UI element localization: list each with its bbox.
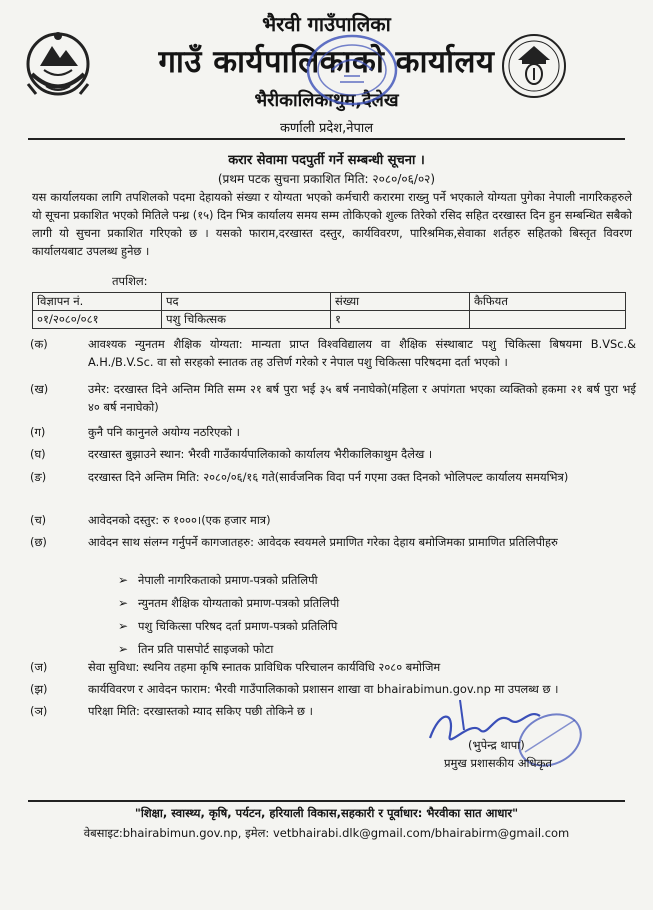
office-name: गाउँ कार्यपालिकाको कार्यालय — [158, 44, 495, 80]
header-cell: कैफियत — [470, 293, 626, 311]
footer-motto: "शिक्षा, स्वास्थ्य, कृषि, पर्यटन, हरियाली विकास,सहकारी र पूर्वाधार: भैरवीका सात आधार" — [134, 806, 519, 820]
item-marker: (छ) — [30, 535, 47, 549]
item-text: कुनै पनि कानुनले अयोग्य नठरिएको । — [88, 425, 240, 439]
footer-divider — [28, 800, 625, 802]
item-marker: (ख) — [30, 382, 49, 396]
document-item — [118, 596, 339, 611]
table-row — [33, 311, 626, 329]
item-text: परिक्षा मिति: दरखास्तको म्याद सकिए पछी तोकिने छ । — [88, 704, 313, 718]
document-item — [118, 642, 273, 657]
header-divider — [28, 138, 625, 140]
item-text: दरखास्त दिने अन्तिम मिति: २०८०/०६/१६ गते(सार्वजनिक विदा पर्न गएमा उक्त दिनको भोलिपल्ट कार्यालय समयभित्र) — [88, 470, 569, 484]
item-text: आवेदनको दस्तुर: रु १०००।(एक हजार मात्र) — [88, 513, 271, 527]
item-text: आवश्यक न्युनतम शैक्षिक योग्यता: मान्यता प्राप्त विश्वविद्यालय वा शैक्षिक संस्थाबाट पशु चिकित्सा बिषयमा B.VSc.& A.H./B.V.Sc. वा सो सरहको स्नातक तह उत्तिर्ण गरेको र नेपाल पशु चिकित्सा परिषदमा दर्ता भएको । — [88, 337, 636, 369]
header-cell: पद — [162, 293, 331, 311]
item-marker: (च) — [30, 513, 47, 527]
notice-intro — [32, 188, 632, 260]
province-name: कर्णाली प्रदेश,नेपाल — [279, 121, 374, 136]
document-label: पशु चिकित्सा परिषद दर्ता प्रमाण-पत्रको प्रतिलिपि — [138, 619, 338, 633]
arrow-bullet-icon: ➢ — [118, 642, 129, 656]
cell-ad-no: ०१/२०८०/०८१ — [33, 311, 162, 329]
arrow-bullet-icon: ➢ — [118, 573, 129, 587]
item-marker: (ज) — [30, 660, 48, 674]
notice-subtitle: (प्रथम पटक सुचना प्रकाशित मिति: २०८०/०६/०२) — [217, 172, 436, 186]
notice-title: करार सेवामा पदपुर्ती गर्ने सम्बन्धी सूचना । — [228, 153, 425, 168]
item-text: कार्यविवरण र आवेदन फाराम: भैरवी गाउँपालिकाको प्रशासन शाखा वा bhairabimun.gov.np मा उपलब्ध छ । — [88, 682, 559, 696]
item-text: उमेर: दरखास्त दिने अन्तिम मिति सम्म २१ बर्ष पुरा भई ३५ बर्ष ननाघेको(महिला र अपांगता भएका व्यक्तिको हकमा २१ बर्ष पुरा भई ४० बर्ष ननाघेको) — [88, 382, 636, 414]
document-label: नेपाली नागरिकताको प्रमाण-पत्रको प्रतिलिपी — [138, 573, 318, 587]
item-text: दरखास्त बुझाउने स्थान: भैरवी गाउँकार्यपालिकाको कार्यालय भैरीकालिकाथुम दैलेख । — [88, 447, 433, 461]
office-address: भैरीकालिकाथुम,दैलेख — [254, 90, 399, 111]
arrow-bullet-icon: ➢ — [118, 596, 129, 610]
item-marker: (ञ) — [30, 704, 48, 718]
item-marker: (झ) — [30, 682, 48, 696]
municipality-name: भैरवी गाउँपालिका — [262, 12, 391, 36]
office-stamp-icon — [302, 30, 402, 110]
item-marker: (ङ) — [30, 470, 47, 484]
item-marker: (ग) — [30, 425, 46, 439]
header-cell: विज्ञापन नं. — [33, 293, 162, 311]
header-cell: संख्या — [331, 293, 470, 311]
table-header-row — [33, 293, 626, 311]
item-text: सेवा सुविधा: स्थनिय तहमा कृषि स्नातक प्राविधिक परिचालन कार्यविधि २०८० बमोजिम — [88, 660, 441, 674]
item-marker: (घ) — [30, 447, 46, 461]
document-label: न्युनतम शैक्षिक योग्यताको प्रमाण-पत्रको प्रतिलिपी — [138, 596, 340, 610]
cell-count: १ — [331, 311, 470, 329]
document-item — [118, 573, 318, 588]
footer-contact: वेबसाइट:bhairabimun.gov.np, इमेल: vetbhairabi.dlk@gmail.com/bhairabirm@gmail.com — [83, 826, 570, 840]
intro-paragraph: यस कार्यालयका लागि तपशिलको पदमा देहायको संख्या र योग्यता भएको कर्मचारी करारमा राख्नु पर्ने भएकाले योग्यता पुगेका नेपाली नागरिकहरुले यो सूचना प्रकाशित भएको मितिले पन्ध्र (१५) दिन भित्र कार्यालय समय सम्म तोकिएको शुल्क तिरेको रसिद सहित दरखास्त दिन हुन सम्बन्धित सबैको लागी यो सुचना प्रकाशित गरिएको छ । यसको फाराम,दरखास्त दस्तुर, कार्यविवरण, पारिश्रमिक,सेवाका शर्तहरु सहितको बिस्तृत विवरण कार्यालयबाट उपलब्ध हुनेछ । — [32, 190, 632, 258]
document-label: तिन प्रति पासपोर्ट साइजको फोटा — [138, 642, 274, 656]
item-marker: (क) — [30, 337, 48, 351]
cell-post: पशु चिकित्सक — [162, 311, 331, 329]
tapasil-label: तपशिल: — [112, 274, 148, 288]
vacancy-table — [32, 292, 626, 329]
document-item — [118, 619, 337, 634]
cell-remarks — [470, 311, 626, 329]
item-text: आवेदन साथ संलग्न गर्नुपर्ने कागजातहरु: आवेदक स्वयमले प्रमाणित गरेका देहाय बमोजिमका प्रामाणित प्रतिलिपीहरु — [88, 535, 558, 549]
signatory-name: (भुपेन्द्र थापा) — [468, 738, 525, 752]
signatory-post: प्रमुख प्रशासकीय अधिकृत — [444, 756, 552, 770]
arrow-bullet-icon: ➢ — [118, 619, 129, 633]
